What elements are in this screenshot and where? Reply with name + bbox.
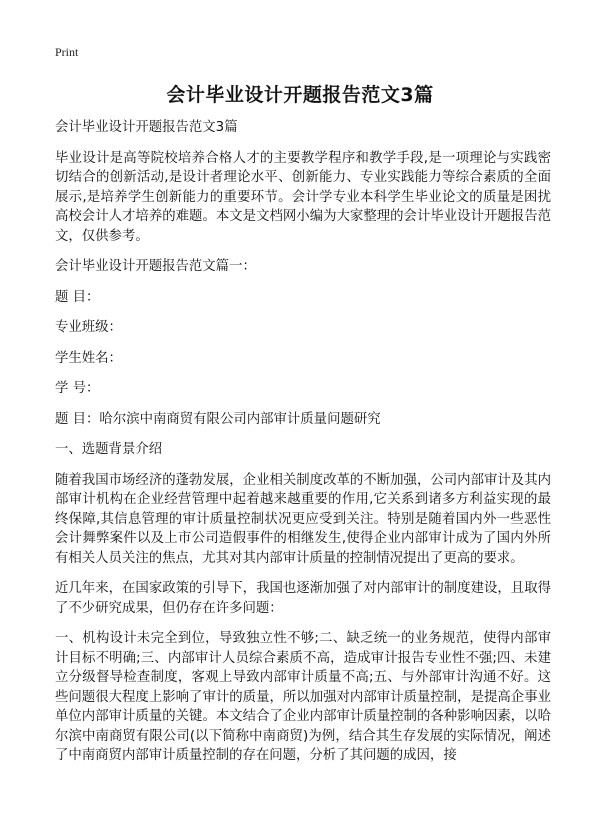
document-title: 会计毕业设计开题报告范文3篇 (166, 84, 434, 106)
section-heading-part-one: 会计毕业设计开题报告范文篇一： (55, 259, 256, 274)
print-label: Print (55, 45, 79, 59)
document-body (55, 118, 551, 777)
problems-paragraph: 一、机构设计未完全到位，导致独立性不够;二、缺乏统一的业务规范，使得内部审计目标不明确;三、内部审计人员综合素质不高，造成审计报告专业性不强;四、未建立分级督导检查制度，客观上导致内部审计质量不高;五、与外部审计沟通不好。这些问题很大程度上影响了审计的质量，所以加强对内部审计质量控制，是提高企事业单位内部审计质量的关键。本文结合了企业内部审计质量控制的各种影响因素，以哈尔滨中南商贸有限公司(以下简称中南商贸)为例，结合其生存发展的实际情况，阐述了中南商贸内部审计质量控制的存在问题，分析了其问题的成因，接 (55, 631, 551, 763)
section-heading-background: 一、选题背景介绍 (55, 442, 163, 457)
background-paragraph: 随着我国市场经济的蓬勃发展，企业相关制度改革的不断加强，公司内部审计及其内部审计机构在企业经营管理中起着越来越重要的作用,它关系到诸多方利益实现的最终保障,其信息管理的审计质量控制状况更应受到关注。特别是随着国内外一些恶性会计舞弊案件以及上市公司造假事件的相继发生,使得企业内部审计成为了国内外所有相关人员关注的焦点，尤其对其内部审计质量的控制情况提出了更高的要求。 (55, 472, 551, 566)
subtitle-paragraph: 会计毕业设计开题报告范文3篇 (55, 120, 238, 135)
field-student-name: 学生姓名： (55, 350, 122, 366)
recent-years-paragraph: 近几年来，在国家政策的引导下，我国也逐渐加强了对内部审计的制度建设，且取得了不少研究成果，但仍存在许多问题： (55, 581, 551, 616)
field-topic-filled: 题 目：哈尔滨中南商贸有限公司内部审计质量问题研究 (55, 411, 381, 427)
field-topic: 题 目： (55, 289, 100, 305)
field-student-id: 学 号： (55, 381, 100, 396)
intro-paragraph: 毕业设计是高等院校培养合格人才的主要教学程序和教学手段,是一项理论与实践密切结合的创新活动,是设计者理论水平、创新能力、专业实践能力等综合素质的全面展示,是培养学生创新能力的重要环节。会计学专业本科学生毕业论文的质量是困扰高校会计人才培养的难题。本文是文档网小编为大家整理的会计毕业设计开题报告范文，仅供参考。 (55, 150, 551, 244)
field-major-class: 专业班级： (55, 320, 122, 335)
